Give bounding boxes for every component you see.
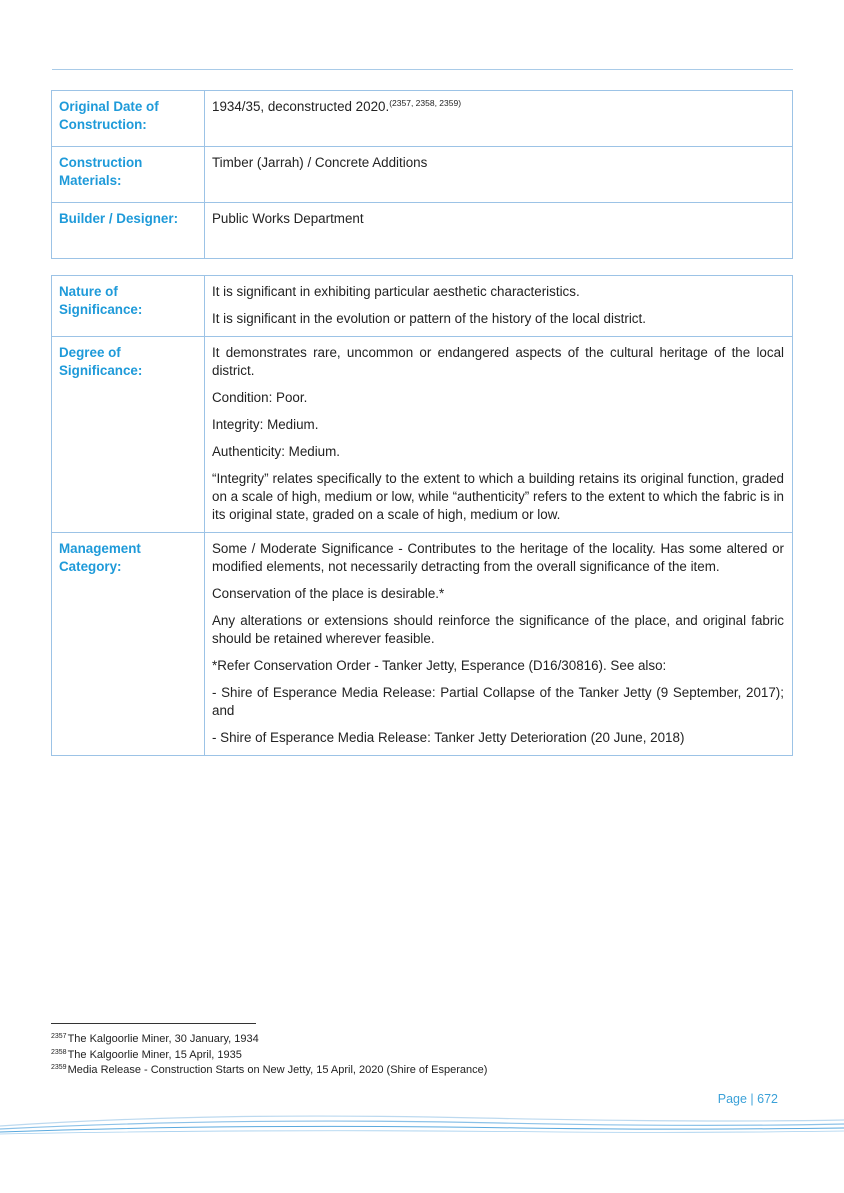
row-label: Construction Materials: bbox=[52, 147, 205, 203]
footnote bbox=[51, 1048, 487, 1064]
footnotes bbox=[51, 1032, 487, 1079]
footnote-reference: (2357, 2358, 2359) bbox=[389, 98, 462, 108]
table-row bbox=[52, 203, 793, 259]
table-row bbox=[52, 91, 793, 147]
paragraph: Integrity: Medium. bbox=[212, 417, 319, 432]
row-value bbox=[205, 276, 793, 337]
table-row bbox=[52, 147, 793, 203]
header-rule bbox=[52, 69, 793, 70]
paragraph: “Integrity” relates specifically to the extent to which a building retains its original function, graded on a scale of high, medium or low, while “authenticity” refers to the extent to which the fabric is in its original state, graded on a scale of high, medium or low. bbox=[212, 471, 784, 522]
table-row bbox=[52, 533, 793, 756]
paragraph: Some / Moderate Significance - Contributes to the heritage of the locality. Has some altered or modified elements, not necessarily detracting from the overall significance of the item. bbox=[212, 541, 784, 574]
paragraph: It is significant in the evolution or pattern of the history of the local district. bbox=[212, 311, 646, 326]
footnote bbox=[51, 1063, 487, 1079]
footnote bbox=[51, 1032, 487, 1048]
row-value bbox=[205, 337, 793, 533]
paragraph: Any alterations or extensions should reinforce the significance of the place, and original fabric should be retained wherever feasible. bbox=[212, 613, 784, 646]
significance-table bbox=[51, 275, 793, 756]
row-label: Management Category: bbox=[52, 533, 205, 756]
footnote-number: 2357 bbox=[51, 1033, 67, 1040]
row-label: Builder / Designer: bbox=[52, 203, 205, 259]
footnote-number: 2358 bbox=[51, 1048, 67, 1056]
row-value: Timber (Jarrah) / Concrete Additions bbox=[205, 147, 793, 203]
construction-details-table bbox=[51, 90, 793, 259]
paragraph: *Refer Conservation Order - Tanker Jetty, Esperance (D16/30816). See also: bbox=[212, 658, 667, 673]
table-row bbox=[52, 337, 793, 533]
paragraph: Condition: Poor. bbox=[212, 390, 308, 405]
row-value bbox=[205, 533, 793, 756]
footnote-text: The Kalgoorlie Miner, 15 April, 1935 bbox=[67, 1048, 242, 1061]
paragraph: Authenticity: Medium. bbox=[212, 444, 341, 459]
footnote-text: Media Release - Construction Starts on New Jetty, 15 April, 2020 (Shire of Esperance) bbox=[67, 1064, 488, 1076]
paragraph: It is significant in exhibiting particular aesthetic characteristics. bbox=[212, 284, 580, 299]
row-label: Nature of Significance: bbox=[52, 276, 205, 337]
construction-date: 1934/35, deconstructed 2020. bbox=[212, 99, 390, 114]
footnote-number: 2359 bbox=[51, 1064, 67, 1071]
paragraph: - Shire of Esperance Media Release: Tanker Jetty Deterioration (20 June, 2018) bbox=[212, 730, 685, 745]
paragraph: - Shire of Esperance Media Release: Partial Collapse of the Tanker Jetty (9 September, 2017); and bbox=[212, 685, 784, 718]
row-label: Original Date of Construction: bbox=[52, 91, 205, 147]
page-number: Page | 672 bbox=[717, 1092, 778, 1106]
row-value bbox=[205, 91, 793, 147]
row-value: Public Works Department bbox=[205, 203, 793, 259]
paragraph: It demonstrates rare, uncommon or endangered aspects of the cultural heritage of the local district. bbox=[212, 345, 784, 378]
footnote-text: The Kalgoorlie Miner, 30 January, 1934 bbox=[67, 1033, 259, 1045]
footer-wave-decoration bbox=[0, 1108, 844, 1138]
table-row bbox=[52, 276, 793, 337]
footnote-rule bbox=[51, 1023, 256, 1024]
row-label: Degree of Significance: bbox=[52, 337, 205, 533]
paragraph: Conservation of the place is desirable.* bbox=[212, 586, 445, 601]
